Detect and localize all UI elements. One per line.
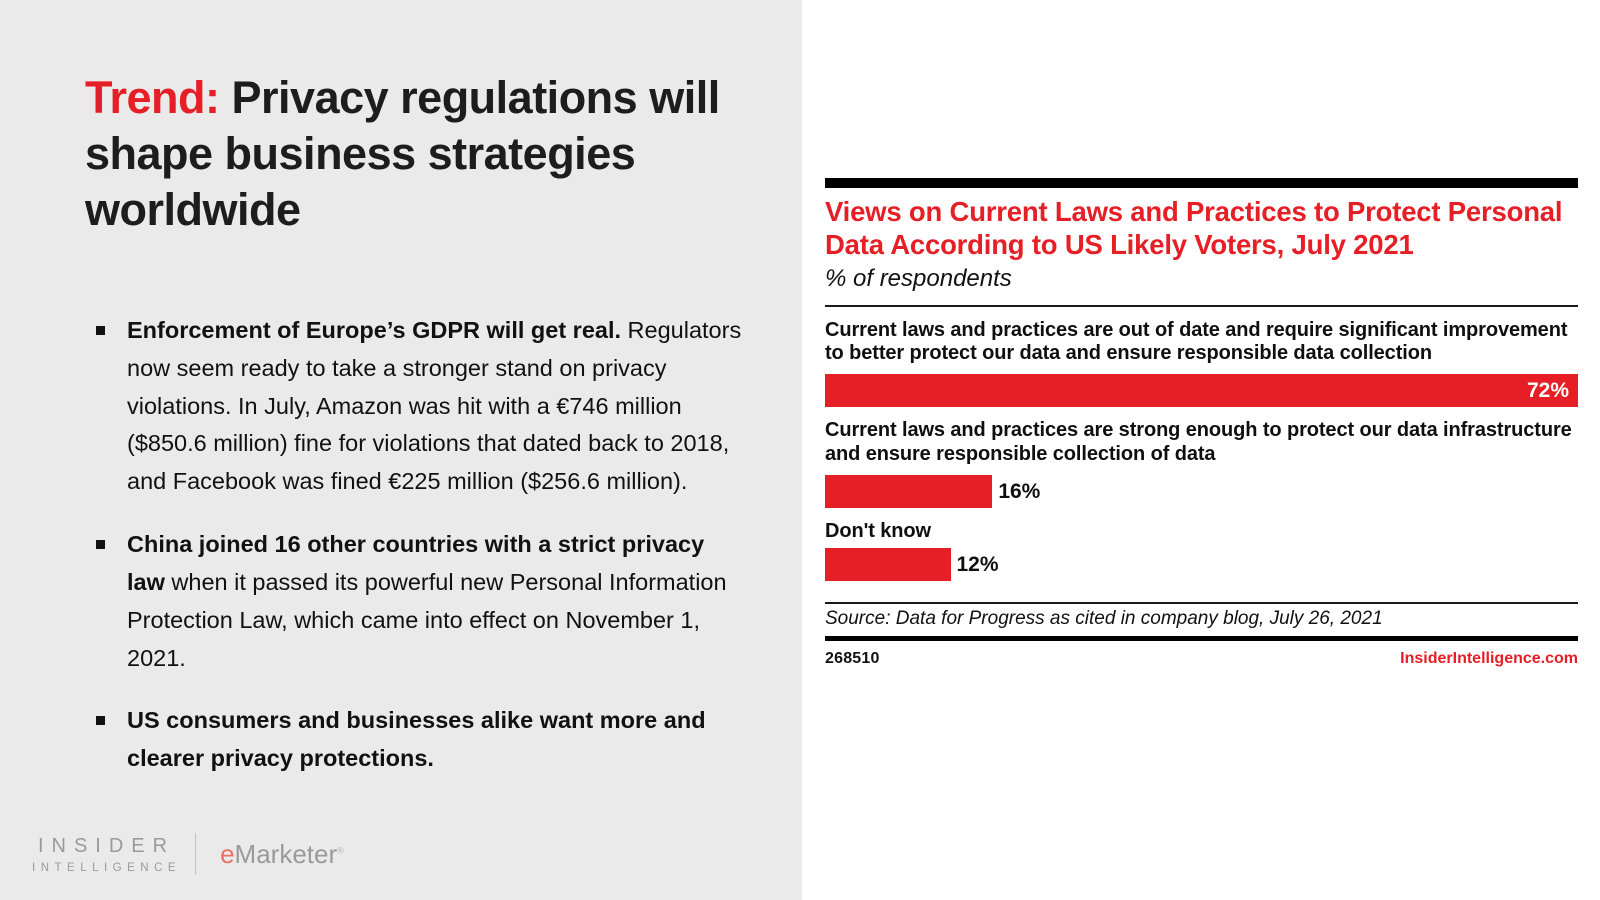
chart-top-rule xyxy=(825,178,1578,188)
bar-strong-enough xyxy=(825,475,992,508)
bar-track xyxy=(825,548,1578,581)
bar-row-strong-enough xyxy=(825,419,1578,508)
bar-category-label: Don't know xyxy=(825,520,931,543)
bullet-square-icon xyxy=(96,326,105,335)
bar-category-label: Current laws and practices are strong enough to protect our data infrastructure and ensure responsible collection of data xyxy=(825,419,1572,465)
bar-value-label: 16% xyxy=(998,479,1041,503)
bar-out-of-date xyxy=(825,374,1578,407)
bullet-square-icon xyxy=(96,716,105,725)
bar-track xyxy=(825,475,1578,508)
bullet-bold-lead: Enforcement of Europe’s GDPR will get real. xyxy=(127,317,622,343)
bar-track xyxy=(825,374,1578,407)
chart-title: Views on Current Laws and Practices to Protect Personal Data According to US Likely Voters, July 2021 xyxy=(825,196,1563,261)
slide-title xyxy=(85,70,765,237)
bullet-regular-text: Regulators now seem ready to take a stronger stand on privacy violations. In July, Amazon was hit with a €746 million ($850.6 million) fine for violations that dated back to 2018, and Facebook was fined €225 million ($256.6 million). xyxy=(127,317,742,495)
emarketer-logo-rest: Marketer xyxy=(234,838,338,869)
bullet-bold-lead: US consumers and businesses alike want more and clearer privacy protections. xyxy=(127,707,706,772)
bar-category-label: Current laws and practices are out of date and require significant improvement to better protect our data and ensure responsible data collection xyxy=(825,318,1568,364)
bullet-text xyxy=(127,702,746,778)
insider-intelligence-logo xyxy=(32,835,181,874)
chart-subtitle: % of respondents xyxy=(825,264,1012,292)
list-item xyxy=(96,312,746,501)
bullet-square-icon xyxy=(96,540,105,549)
chart-header-rule xyxy=(825,305,1578,307)
slide-title-highlight: Trend: xyxy=(85,72,220,123)
insider-logo-line2: INTELLIGENCE xyxy=(32,861,182,874)
bullet-regular-text: when it passed its powerful new Personal Information Protection Law, which came into effect on November 1, 2021. xyxy=(127,568,727,671)
registered-mark-icon: ® xyxy=(337,844,344,855)
bullet-text xyxy=(127,312,746,501)
bar-value-label: 72% xyxy=(1526,378,1569,402)
emarketer-logo-e: e xyxy=(220,838,235,869)
bar-dont-know xyxy=(825,548,951,581)
logo-divider xyxy=(195,833,196,875)
bullet-list xyxy=(96,312,746,803)
chart-footer xyxy=(825,650,1578,668)
bar-value-label: 12% xyxy=(956,552,999,576)
chart-source: Source: Data for Progress as cited in company blog, July 26, 2021 xyxy=(825,608,1383,630)
chart-figure xyxy=(825,178,1578,668)
bar-row-dont-know xyxy=(825,520,1578,581)
bullet-bold-lead: China joined 16 other countries with a strict privacy law xyxy=(127,531,705,595)
bar-row-out-of-date xyxy=(825,319,1578,408)
insider-intelligence-link[interactable]: InsiderIntelligence.com xyxy=(1400,650,1578,668)
list-item xyxy=(96,702,746,778)
chart-bottom-rule xyxy=(825,636,1578,641)
list-item xyxy=(96,526,746,677)
bullet-text xyxy=(127,526,746,677)
slide-title-rest: Privacy regulations will shape business strategies worldwide xyxy=(85,72,720,235)
insider-logo-line1: INSIDER xyxy=(37,834,176,857)
chart-id-number: 268510 xyxy=(825,650,880,668)
footer-logos xyxy=(32,833,344,875)
chart-panel xyxy=(802,0,1600,900)
emarketer-logo xyxy=(220,839,344,870)
